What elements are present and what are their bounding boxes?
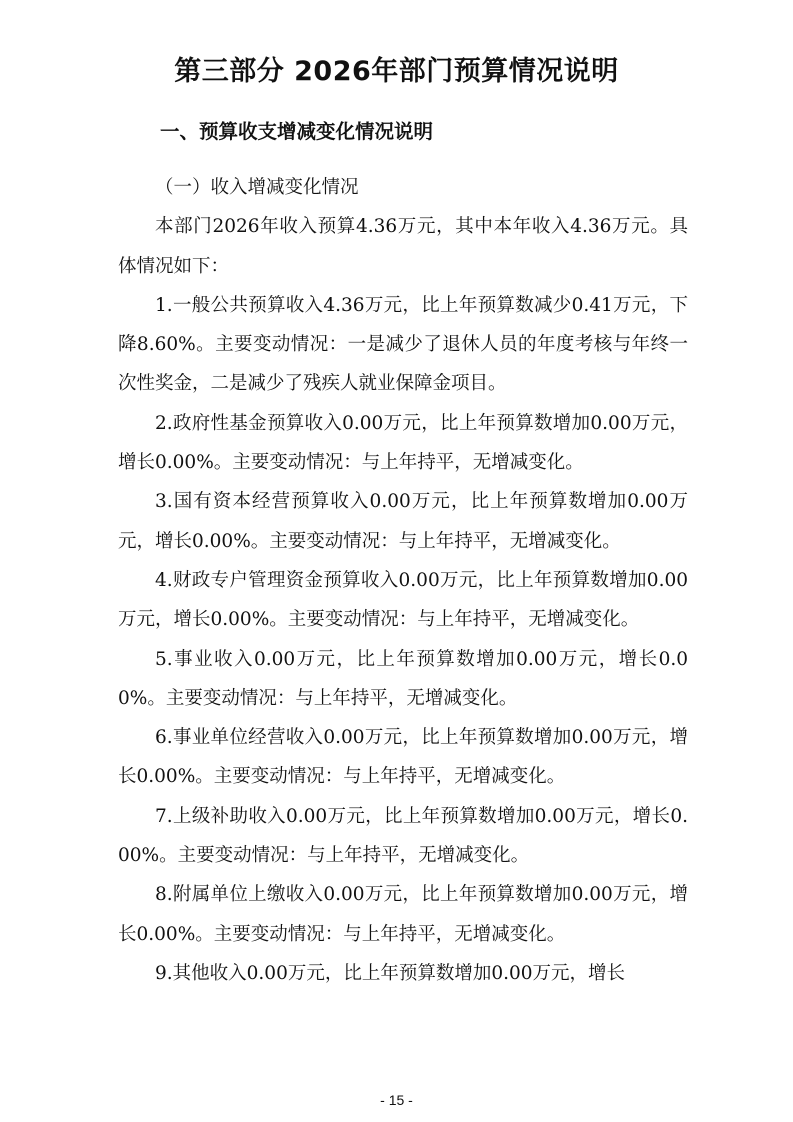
paragraph-state-capital: 3.国有资本经营预算收入0.00万元，比上年预算数增加0.00万元，增长0.00%。主要变动情况：与上年持平，无增减变化。 <box>118 491 688 552</box>
paragraph-operating-income: 6.事业单位经营收入0.00万元，比上年预算数增加0.00万元，增长0.00%。主要变动情况：与上年持平，无增减变化。 <box>118 727 688 788</box>
page-title: 第三部分 2026年部门预算情况说明 <box>174 56 619 87</box>
paragraph-government-fund: 2.政府性基金预算收入0.00万元，比上年预算数增加0.00万元，增长0.00%。主要变动情况：与上年持平，无增减变化。 <box>118 412 688 474</box>
subsection-heading: （一）收入增减变化情况 <box>155 177 359 198</box>
paragraph-general-budget: 1.一般公共预算收入4.36万元，比上年预算数减少0.41万元，下降8.60%。主要变动情况：一是减少了退休人员的年度考核与年终一次性奖金，二是减少了残疾人就业保障金项目。 <box>118 294 688 395</box>
paragraph-business-income: 5.事业收入0.00万元，比上年预算数增加0.00万元，增长0.00%。主要变动情况：与上年持平，无增减变化。 <box>118 648 688 709</box>
body-text <box>118 168 688 993</box>
paragraph-affiliate-remittance: 8.附属单位上缴收入0.00万元，比上年预算数增加0.00万元，增长0.00%。主要变动情况：与上年持平，无增减变化。 <box>118 884 688 945</box>
section-heading: 一、预算收支增减变化情况说明 <box>160 120 434 143</box>
paragraph-fiscal-account: 4.财政专户管理资金预算收入0.00万元，比上年预算数增加0.00万元，增长0.00%。主要变动情况：与上年持平，无增减变化。 <box>118 569 688 631</box>
paragraph-other-income: 9.其他收入0.00万元，比上年预算数增加0.00万元，增长 <box>155 962 626 984</box>
paragraph-summary: 本部门2026年收入预算4.36万元，其中本年收入4.36万元。具体情况如下： <box>118 216 688 277</box>
paragraph-superior-subsidy: 7.上级补助收入0.00万元，比上年预算数增加0.00万元，增长0.00%。主要变动情况：与上年持平，无增减变化。 <box>118 805 688 867</box>
page-number: - 15 - <box>380 1092 413 1108</box>
